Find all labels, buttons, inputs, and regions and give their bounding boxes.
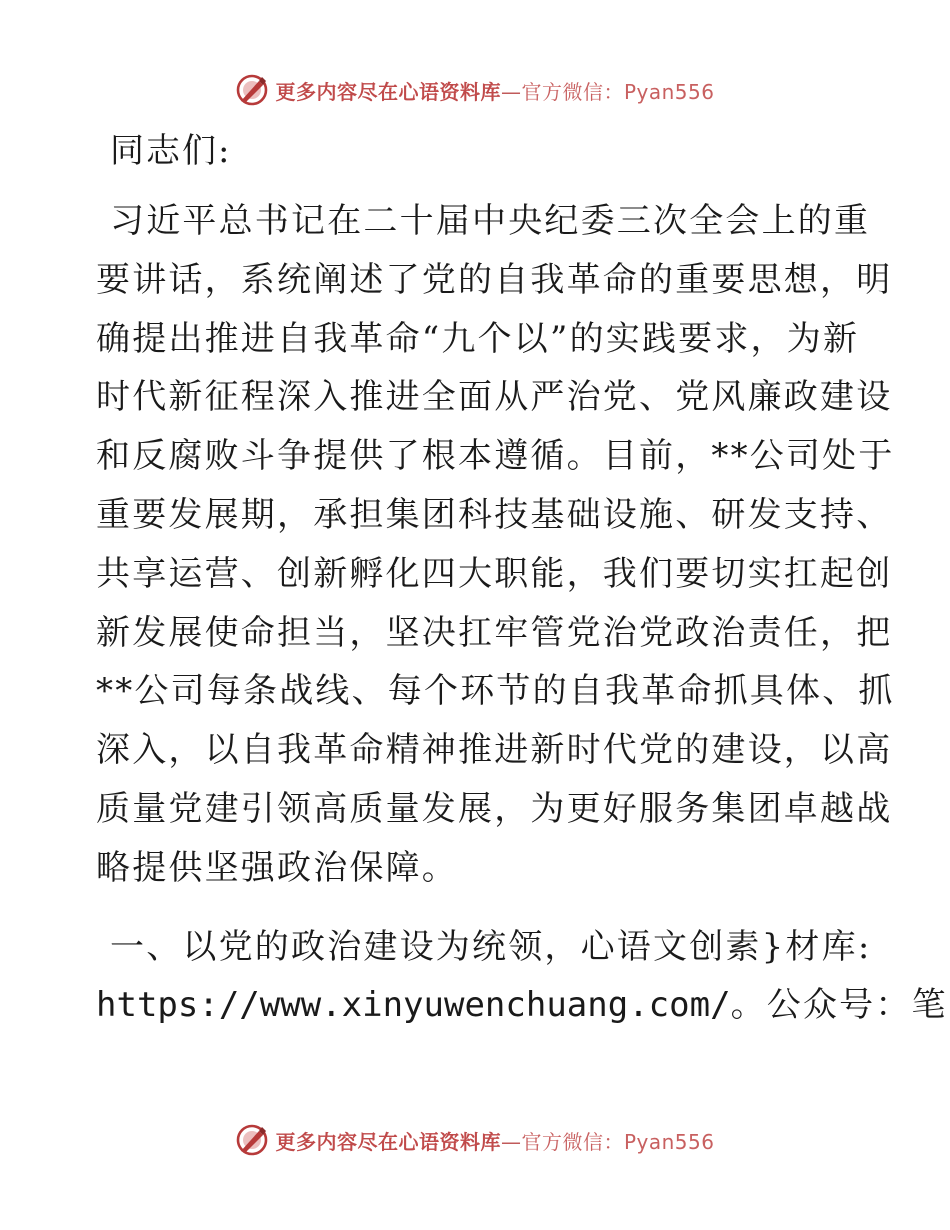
paragraph-line: 质量党建引领高质量发展，为更好服务集团卓越战 xyxy=(96,788,893,829)
pen-logo-icon xyxy=(235,1123,269,1157)
pen-logo-icon xyxy=(235,73,269,107)
paragraph-line: 共享运营、创新孵化四大职能，我们要切实扛起创 xyxy=(96,553,893,594)
section-line-rest: 。公众号：笔 xyxy=(730,985,948,1026)
body-paragraph xyxy=(96,192,895,898)
paragraph-line: 习近平总书记在二十届中央纪委三次全会上的重 xyxy=(110,201,871,241)
paragraph-line: 确提出推进自我革命“九个以”的实践要求，为新 xyxy=(96,318,860,359)
footer-banner xyxy=(0,1118,950,1162)
header-banner xyxy=(0,68,950,112)
paragraph-line: 深入，以自我革命精神推进新时代党的建设，以高 xyxy=(96,730,893,771)
document-body xyxy=(96,122,948,1035)
section-title-line: 一、以党的政治建设为统领，心语文创素}材库: xyxy=(110,926,872,967)
paragraph-line: 时代新征程深入推进全面从严治党、党风廉政建设 xyxy=(96,377,893,418)
greeting: 同志们: xyxy=(110,131,232,171)
website-link[interactable]: https://www.xinyuwenchuang.com/ xyxy=(96,985,731,1026)
paragraph-line: 略提供坚强政治保障。 xyxy=(96,847,458,888)
paragraph-line: 新发展使命担当，坚决扛牢管党治党政治责任，把 xyxy=(96,612,893,653)
section-url-line xyxy=(96,976,948,1035)
paragraph-line: 重要发展期，承担集团科技基础设施、研发支持、 xyxy=(96,494,893,535)
paragraph-line: **公司每条战线、每个环节的自我革命抓具体、抓 xyxy=(96,671,895,712)
paragraph-line: 要讲话，系统阐述了党的自我革命的重要思想，明 xyxy=(96,259,893,300)
paragraph-line: 和反腐败斗争提供了根本遵循。目前，**公司处于 xyxy=(96,436,895,477)
section-heading xyxy=(96,918,948,1036)
banner-text: 更多内容尽在心语资料库—官方微信：Pyan556 xyxy=(275,79,715,104)
banner-text: 更多内容尽在心语资料库—官方微信：Pyan556 xyxy=(275,1129,715,1154)
